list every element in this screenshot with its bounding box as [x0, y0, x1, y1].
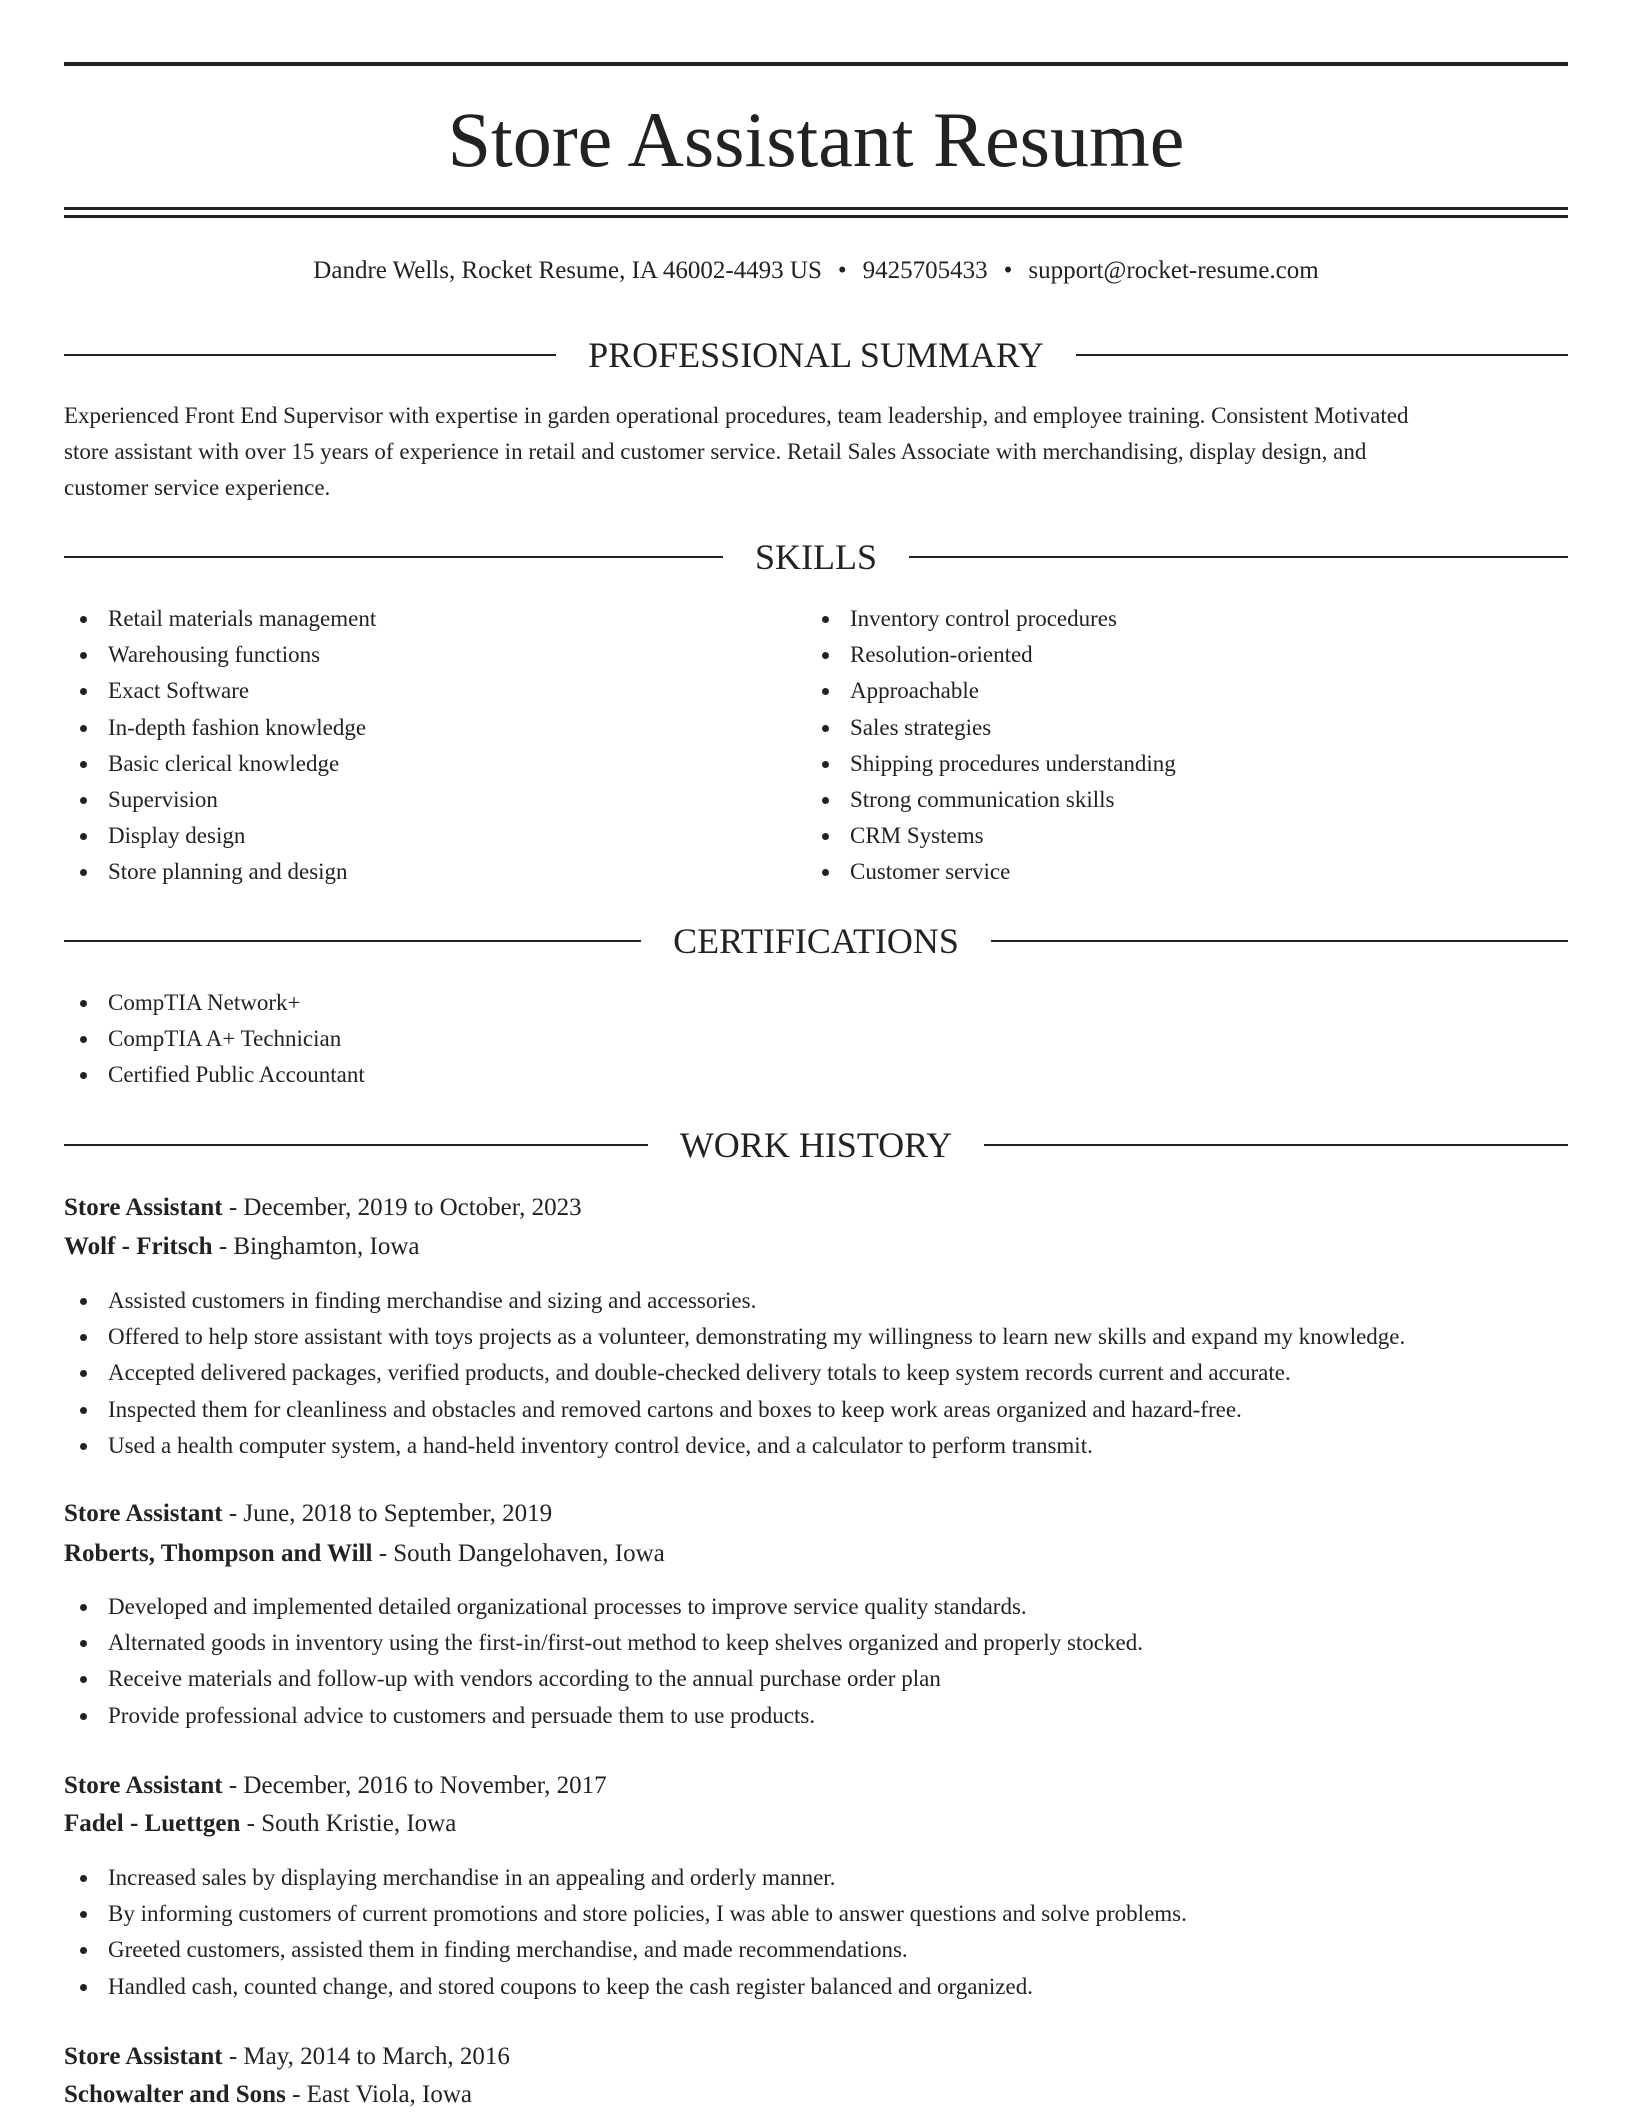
- job-bullet: Provide professional advice to customers and persuade them to use products.: [64, 1698, 1143, 1734]
- contact-address: Dandre Wells, Rocket Resume, IA 46002-4493 US: [313, 257, 822, 284]
- summary-line: Experienced Front End Supervisor with expertise in garden operational procedures, team leadership, and employee training. Consistent Motivated: [64, 403, 1409, 428]
- job-location: East Viola, Iowa: [306, 2081, 473, 2108]
- heading-rule: [64, 940, 641, 942]
- job-title: Store Assistant: [64, 2043, 223, 2070]
- job-title-line: [64, 1496, 1568, 1532]
- summary-paragraph: [64, 398, 1568, 506]
- certification-item: Certified Public Accountant: [64, 1057, 365, 1093]
- skill-item: In-depth fashion knowledge: [64, 710, 376, 746]
- skill-item: Supervision: [64, 782, 376, 818]
- heading-rule: [991, 940, 1568, 942]
- certifications-list: [64, 985, 365, 1094]
- job-bullet: Alternated goods in inventory using the first-in/first-out method to keep shelves organized and properly stocked.: [64, 1625, 1143, 1661]
- job-dates: December, 2019 to October, 2023: [243, 1194, 582, 1221]
- job-title-line: [64, 1190, 1568, 1226]
- job-bullets: [64, 1860, 1187, 2005]
- job-location: South Dangelohaven, Iowa: [393, 1540, 665, 1567]
- job-title: Store Assistant: [64, 1500, 223, 1527]
- summary-line: customer service experience.: [64, 475, 331, 500]
- heading-rule: [64, 354, 556, 356]
- skill-item: Display design: [64, 818, 376, 854]
- summary-heading-label: PROFESSIONAL SUMMARY: [588, 335, 1044, 375]
- job-bullet: Handled cash, counted change, and stored coupons to keep the cash register balanced and organized.: [64, 1969, 1187, 2005]
- job-company-line: [64, 1229, 1568, 1265]
- job-bullet: Increased sales by displaying merchandise in an appealing and orderly manner.: [64, 1860, 1187, 1896]
- job-dash: -: [240, 1810, 262, 1837]
- skills-section-heading: [64, 535, 1568, 579]
- skill-item: Shipping procedures understanding: [806, 746, 1176, 782]
- certifications-heading-label: CERTIFICATIONS: [673, 921, 959, 961]
- certification-item: CompTIA A+ Technician: [64, 1021, 365, 1057]
- skills-list-left: [64, 601, 376, 891]
- skill-item: Retail materials management: [64, 601, 376, 637]
- job-company-line: [64, 1536, 1568, 1572]
- header-bottom-rule-upper: [64, 207, 1568, 210]
- job-title-line: [64, 1768, 1568, 1804]
- skill-item: CRM Systems: [806, 818, 1176, 854]
- summary-section-heading: [64, 333, 1568, 377]
- job-dates: December, 2016 to November, 2017: [243, 1772, 607, 1799]
- job-dates: May, 2014 to March, 2016: [243, 2043, 510, 2070]
- job-bullets: [64, 1283, 1405, 1464]
- contact-email: support@rocket-resume.com: [1028, 257, 1319, 284]
- job-company: Wolf - Fritsch: [64, 1233, 213, 1260]
- header-bottom-rule-lower: [64, 215, 1568, 218]
- job-dash: -: [222, 1194, 244, 1221]
- skill-item: Resolution-oriented: [806, 637, 1176, 673]
- job-bullet: Accepted delivered packages, verified products, and double-checked delivery totals to keep system records current and accurate.: [64, 1355, 1405, 1391]
- job-title-line: [64, 2039, 1568, 2075]
- job-dash: -: [222, 1500, 244, 1527]
- heading-rule: [909, 556, 1568, 558]
- skill-item: Store planning and design: [64, 854, 376, 890]
- job-bullet: By informing customers of current promotions and store policies, I was able to answer questions and solve problems.: [64, 1896, 1187, 1932]
- job-dash: -: [212, 1233, 234, 1260]
- job-bullet: Offered to help store assistant with toys projects as a volunteer, demonstrating my willingness to learn new skills and expand my knowledge.: [64, 1319, 1405, 1355]
- work-history-section-heading: [64, 1123, 1568, 1167]
- job-title: Store Assistant: [64, 1194, 223, 1221]
- document-title: Store Assistant Resume: [447, 96, 1185, 183]
- skill-item: Sales strategies: [806, 710, 1176, 746]
- job-dash: -: [222, 2043, 244, 2070]
- skill-item: Approachable: [806, 673, 1176, 709]
- certification-item: CompTIA Network+: [64, 985, 365, 1021]
- job-bullet: Greeted customers, assisted them in finding merchandise, and made recommendations.: [64, 1932, 1187, 1968]
- job-bullet: Inspected them for cleanliness and obstacles and removed cartons and boxes to keep work areas organized and hazard-free.: [64, 1392, 1405, 1428]
- job-bullet: Assisted customers in finding merchandise and sizing and accessories.: [64, 1283, 1405, 1319]
- summary-line: store assistant with over 15 years of experience in retail and customer service. Retail Sales Associate with merchandising, display design, and: [64, 439, 1367, 464]
- job-bullet: Receive materials and follow-up with vendors according to the annual purchase order plan: [64, 1661, 1143, 1697]
- heading-rule: [64, 1144, 648, 1146]
- skill-item: Strong communication skills: [806, 782, 1176, 818]
- job-dash: -: [222, 1772, 244, 1799]
- skill-item: Warehousing functions: [64, 637, 376, 673]
- skills-heading-label: SKILLS: [755, 537, 878, 577]
- contact-separator: •: [837, 257, 847, 284]
- skills-list-right: [806, 601, 1176, 891]
- heading-rule: [984, 1144, 1568, 1146]
- heading-rule: [1076, 354, 1568, 356]
- contact-separator: •: [1003, 257, 1013, 284]
- job-company: Fadel - Luettgen: [64, 1810, 241, 1837]
- skill-item: Customer service: [806, 854, 1176, 890]
- job-bullet: Developed and implemented detailed organizational processes to improve service quality standards.: [64, 1589, 1143, 1625]
- header-top-rule: [64, 62, 1568, 66]
- skill-item: Exact Software: [64, 673, 376, 709]
- job-bullet: Used a health computer system, a hand-held inventory control device, and a calculator to perform transmit.: [64, 1428, 1405, 1464]
- job-dash: -: [372, 1540, 394, 1567]
- contact-phone: 9425705433: [862, 257, 988, 284]
- job-dates: June, 2018 to September, 2019: [243, 1500, 553, 1527]
- skill-item: Inventory control procedures: [806, 601, 1176, 637]
- skill-item: Basic clerical knowledge: [64, 746, 376, 782]
- heading-rule: [64, 556, 723, 558]
- job-dash: -: [285, 2081, 307, 2108]
- work-history-heading-label: WORK HISTORY: [679, 1125, 953, 1165]
- job-company: Schowalter and Sons: [64, 2081, 286, 2108]
- job-company-line: [64, 1806, 1568, 1842]
- job-location: Binghamton, Iowa: [233, 1233, 420, 1260]
- job-company: Roberts, Thompson and Will: [64, 1540, 373, 1567]
- job-company-line: [64, 2078, 1568, 2112]
- job-bullets: [64, 1589, 1143, 1734]
- contact-line: [64, 254, 1568, 288]
- job-title: Store Assistant: [64, 1772, 223, 1799]
- certifications-section-heading: [64, 919, 1568, 963]
- job-location: South Kristie, Iowa: [261, 1810, 457, 1837]
